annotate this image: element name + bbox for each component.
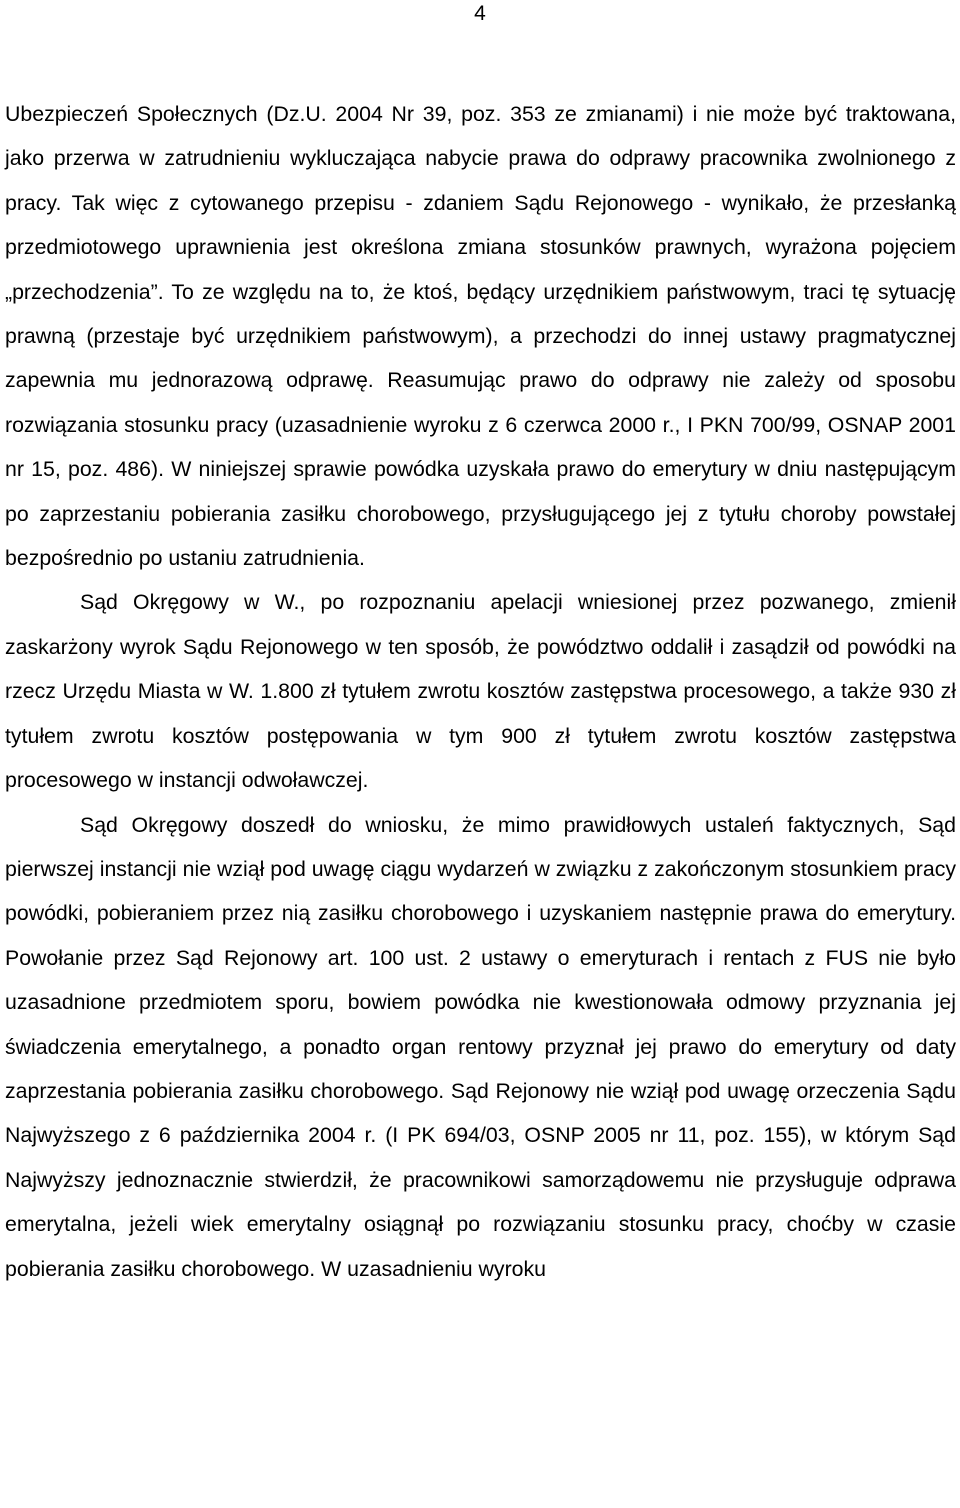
- document-body: [5, 92, 956, 1291]
- paragraph-1: Ubezpieczeń Społecznych (Dz.U. 2004 Nr 39, poz. 353 ze zmianami) i nie może być traktowana, jako przerwa w zatrudnieniu wykluczająca nabycie prawa do odprawy pracownika zwolnionego z pracy. Tak więc z cytowanego przepisu - zdaniem Sądu Rejonowego - wynikało, że przesłanką przedmiotowego uprawnienia jest określona zmiana stosunków prawnych, wyrażona pojęciem „przechodzenia”. To ze względu na to, że ktoś, będący urzędnikiem państwowym, traci tę sytuację prawną (przestaje być urzędnikiem państwowym), a przechodzi do innej ustawy pragmatycznej zapewnia mu jednorazową odprawę. Reasumując prawo do odprawy nie zależy od sposobu rozwiązania stosunku pracy (uzasadnienie wyroku z 6 czerwca 2000 r., I PKN 700/99, OSNAP 2001 nr 15, poz. 486). W niniejszej sprawie powódka uzyskała prawo do emerytury w dniu następującym po zaprzestaniu pobierania zasiłku chorobowego, przysługującego jej z tytułu choroby powstałej bezpośrednio po ustaniu zatrudnienia.: [5, 102, 956, 571]
- page-number: 4: [474, 2, 486, 25]
- paragraph-3: Sąd Okręgowy doszedł do wniosku, że mimo prawidłowych ustaleń faktycznych, Sąd pierwszej instancji nie wziął pod uwagę ciągu wydarzeń w związku z zakończonym stosunkiem pracy powódki, pobieraniem przez nią zasiłku chorobowego i uzyskaniem następnie prawa do emerytury. Powołanie przez Sąd Rejonowy art. 100 ust. 2 ustawy o emeryturach i rentach z FUS nie było uzasadnione przedmiotem sporu, bowiem powódka nie kwestionowała odmowy przyznania jej świadczenia emerytalnego, a ponadto organ rentowy przyznał jej prawo do emerytury od daty zaprzestania pobierania zasiłku chorobowego. Sąd Rejonowy nie wziął pod uwagę orzeczenia Sądu Najwyższego z 6 października 2004 r. (I PK 694/03, OSNP 2005 nr 11, poz. 155), w którym Sąd Najwyższy jednoznacznie stwierdził, że pracownikowi samorządowemu nie przysługuje odprawa emerytalna, jeżeli wiek emerytalny osiągnął po rozwiązaniu stosunku pracy, choćby w czasie pobierania zasiłku chorobowego. W uzasadnieniu wyroku: [5, 812, 956, 1281]
- paragraph-2: Sąd Okręgowy w W., po rozpoznaniu apelacji wniesionej przez pozwanego, zmienił zaskarżony wyrok Sądu Rejonowego w ten sposób, że powództwo oddalił i zasądził od powódki na rzecz Urzędu Miasta w W. 1.800 zł tytułem zwrotu kosztów zastępstwa procesowego, a także 930 zł tytułem zwrotu kosztów postępowania w tym 900 zł tytułem zwrotu kosztów zastępstwa procesowego w instancji odwoławczej.: [5, 590, 956, 793]
